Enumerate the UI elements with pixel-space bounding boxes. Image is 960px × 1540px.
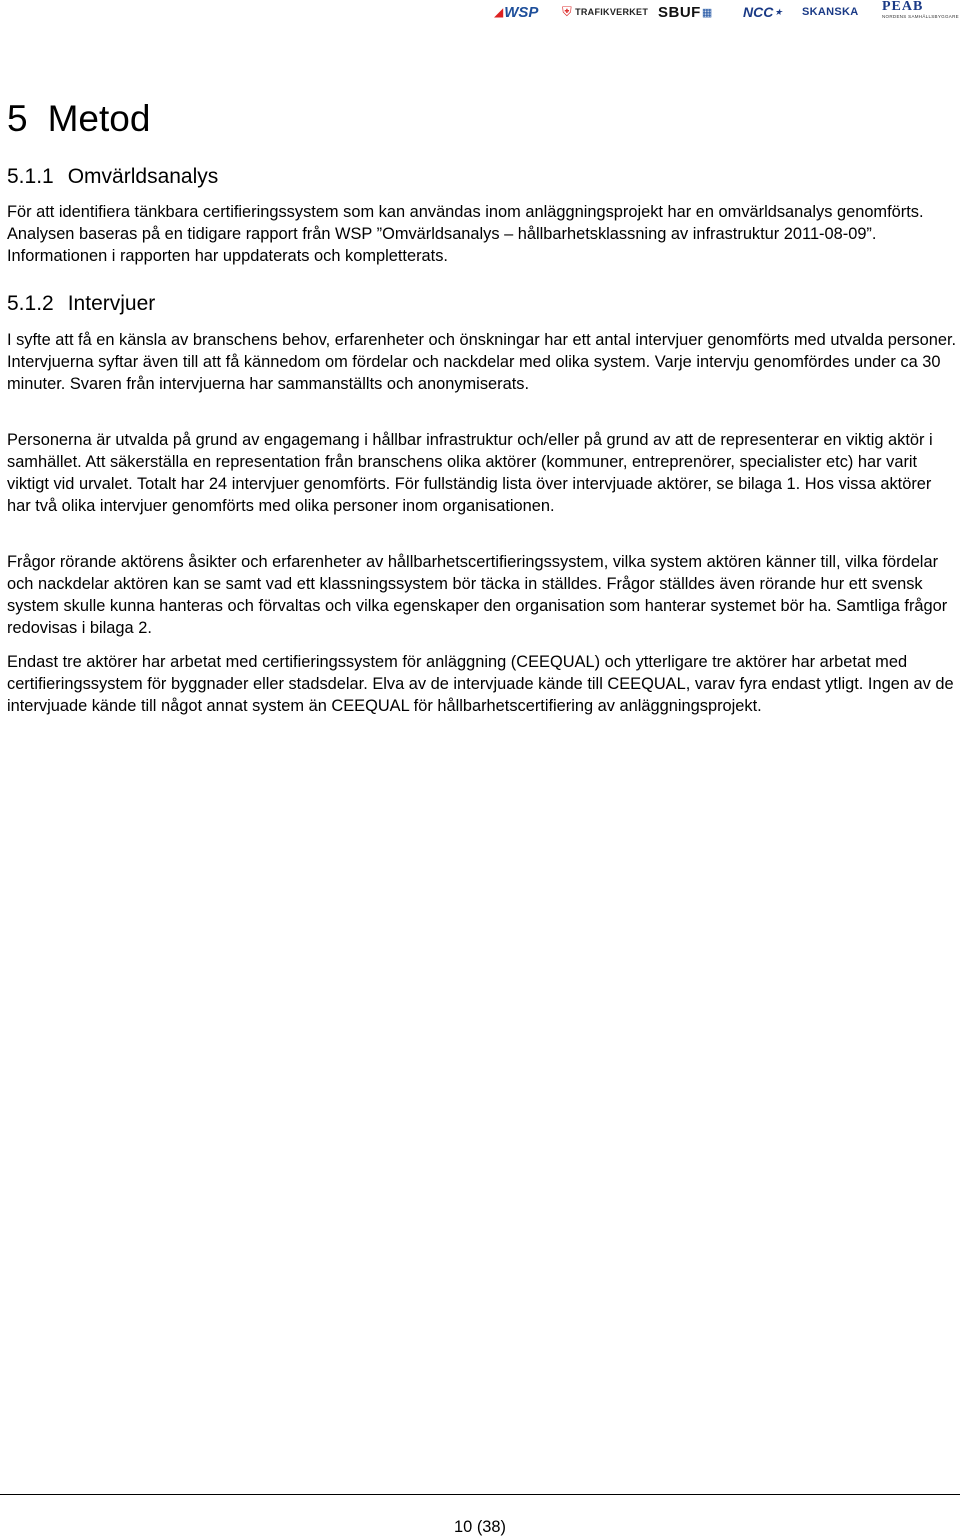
paragraph: Endast tre aktörer har arbetat med certifieringssystem för anläggning (CEEQUAL) och ytterligare tre aktörer har arbetat med certifieringssystem för byggnader eller stadsdelar. Elva av de intervjuade kände till CEEQUAL, varav fyra endast ytligt. Ingen av de intervjuade kände till något annat system än CEEQUAL för hållbarhetscertifiering av anläggningsprojekt. xyxy=(7,653,954,715)
sbuf-logo: SBUF ▦ xyxy=(658,3,713,21)
section-title: Omvärldsanalys xyxy=(67,165,219,188)
paragraph: Personerna är utvalda på grund av engagemang i hållbar infrastruktur och/eller på grund av att de representerar en viktig aktör i samhället. Att säkerställa en representation från branschens olika aktörer (kommuner, entreprenörer, specialister etc) har varit viktigt vid urvalet. Totalt har 24 intervjuer genomförts. För fullständig lista över intervjuade aktörer, se bilaga 1. Hos vissa aktörer har två olika intervjuer genomförts med olika personer inom organisationen. xyxy=(7,431,933,515)
footer-divider xyxy=(0,1494,960,1495)
section-title: Intervjuer xyxy=(67,292,156,315)
section-number: 5.1.2 xyxy=(7,292,54,315)
ncc-star-icon: ★ xyxy=(774,6,783,17)
ncc-logo: NCC ★ xyxy=(743,4,783,20)
section-heading-intervjuer xyxy=(7,291,155,317)
paragraph: Frågor rörande aktörens åsikter och erfarenheter av hållbarhetscertifieringssystem, vilka system aktören känner till, vilka fördelar och nackdelar aktören kan se samt vad ett klassningssystem bör täcka in ställdes. Frågor ställdes även rörande hur ett svensk system skulle kunna hanteras och förvaltas och vilka egenskaper den organisation som hanterar systemet bör ha. Samtliga frågor redovisas i bilaga 2. xyxy=(7,553,948,637)
skanska-logo: SKANSKA xyxy=(802,6,859,18)
chapter-heading xyxy=(7,97,150,141)
trafikverket-emblem-icon: ⛨ xyxy=(562,4,573,19)
paragraph: För att identifiera tänkbara certifieringssystem som kan användas inom anläggningsprojekt har en omvärldsanalys genomförts. Analysen baseras på en tidigare rapport från WSP ”Omvärldsanalys – hållbarhetsklassning av infrastruktur 2011-08-09”. Informationen i rapporten har uppdaterats och kompletterats. xyxy=(7,203,924,265)
wsp-logo: ◢ WSP xyxy=(494,3,539,21)
paragraph: I syfte att få en känsla av branschens behov, erfarenheter och önskningar har ett antal intervjuer genomförts med utvalda personer. Intervjuerna syftar även till att få kännedom om fördelar och nackdelar med olika system. Varje intervju genomfördes under ca 30 minuter. Svaren från intervjuerna har sammanställts och anonymiserats. xyxy=(7,331,957,393)
page-number: 10 (38) xyxy=(454,1518,506,1536)
peab-logo: PEAB NORDENS SAMHÄLLSBYGGARE xyxy=(882,0,959,19)
section-number: 5.1.1 xyxy=(7,165,54,188)
chapter-title: Metod xyxy=(47,98,151,139)
sbuf-grid-icon: ▦ xyxy=(701,6,713,19)
wsp-swoosh-icon: ◢ xyxy=(494,5,504,19)
chapter-number: 5 xyxy=(7,98,28,139)
partner-logos xyxy=(490,0,959,24)
trafikverket-logo: ⛨ TRAFIKVERKET xyxy=(562,4,649,19)
section-heading-omvarldsanalys xyxy=(7,164,218,190)
